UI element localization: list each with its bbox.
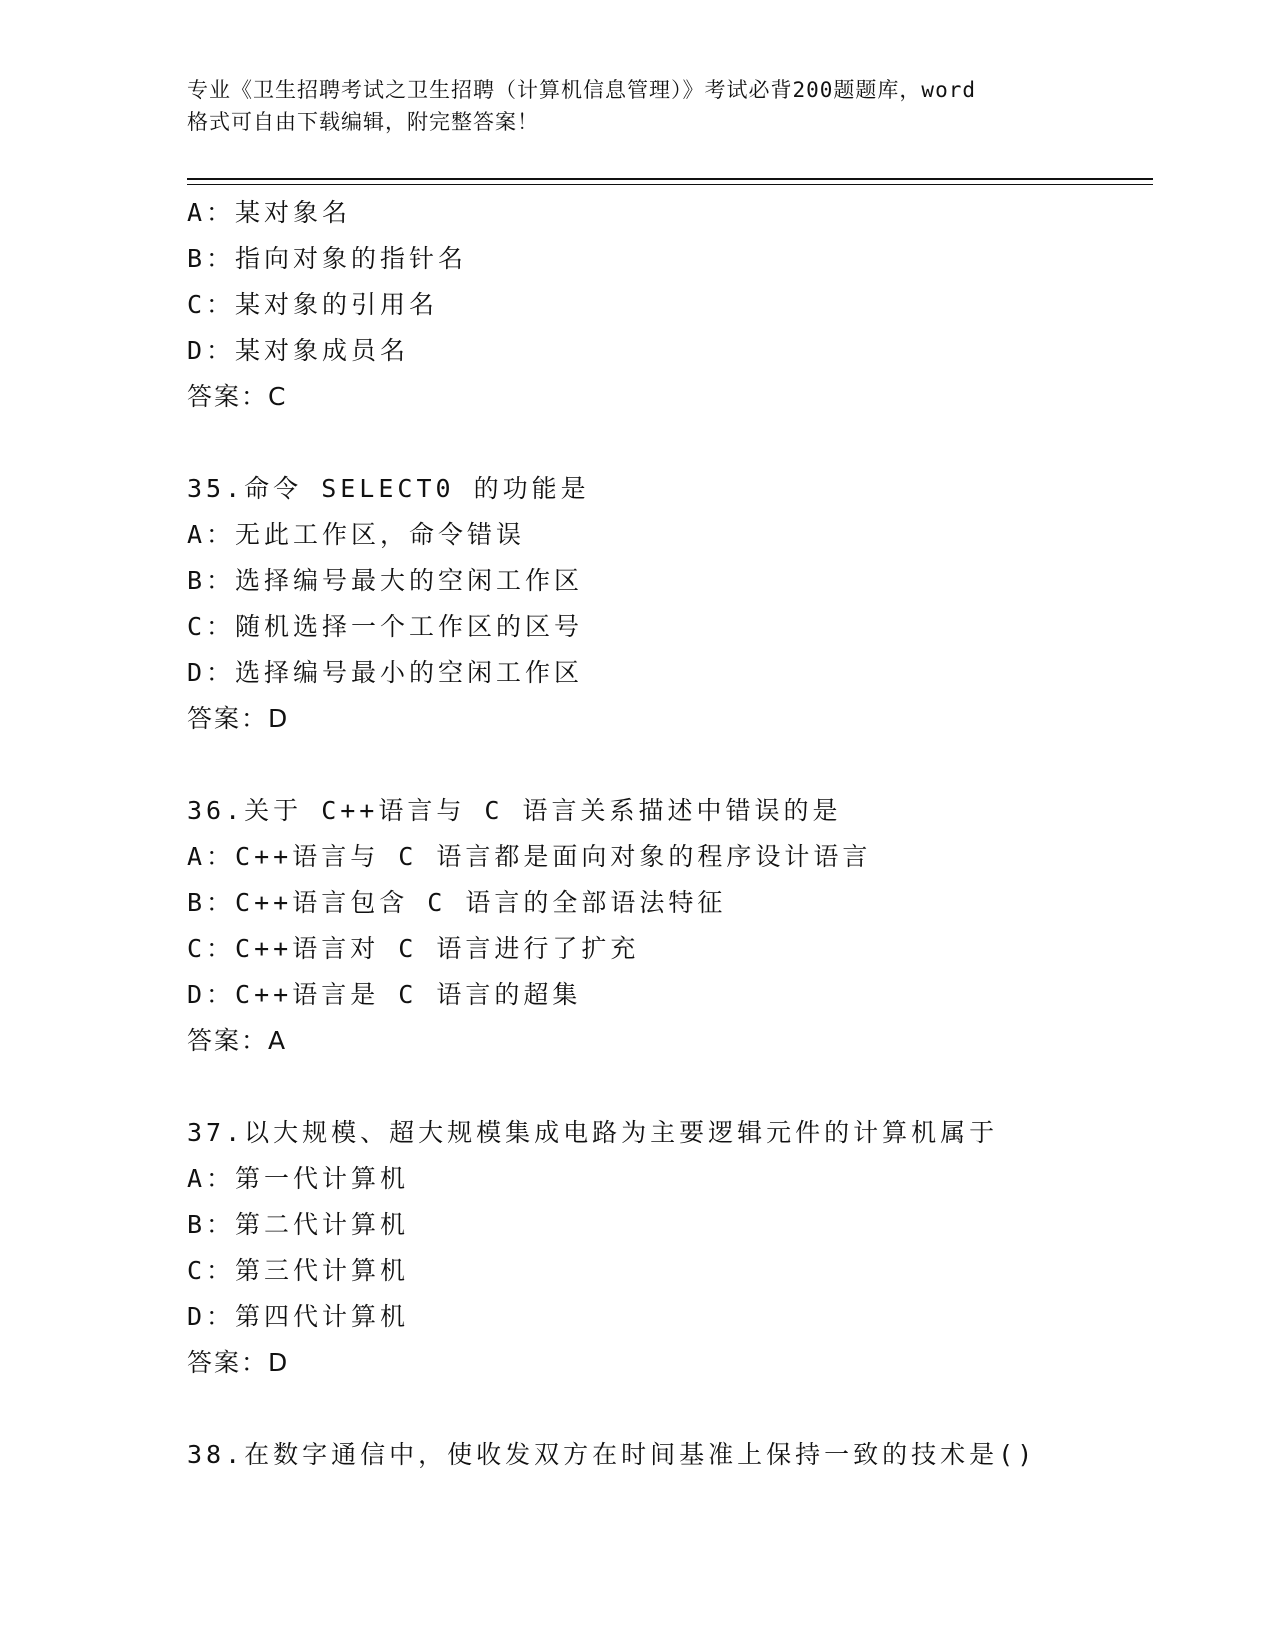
option-c: C：某对象的引用名: [187, 290, 439, 319]
answer-line: 答案：D: [187, 704, 290, 733]
spacer: [187, 420, 1147, 466]
question-block-38: [187, 1432, 1147, 1478]
question-block-35: [187, 466, 1147, 742]
question-text: 35.命令 SELECT0 的功能是: [187, 474, 590, 503]
spacer: [187, 1386, 1147, 1432]
option-b: B：选择编号最大的空闲工作区: [187, 566, 584, 595]
option-c: C：第三代计算机: [187, 1256, 410, 1285]
option-d: D：选择编号最小的空闲工作区: [187, 658, 584, 687]
answer-line: 答案：A: [187, 1026, 288, 1055]
option-c: C：随机选择一个工作区的区号: [187, 612, 584, 641]
header-line-1: 专业《卫生招聘考试之卫生招聘（计算机信息管理）》考试必背200题题库，word: [187, 78, 976, 102]
spacer: [187, 1064, 1147, 1110]
option-b: B：第二代计算机: [187, 1210, 410, 1239]
question-block-34: [187, 190, 1147, 420]
option-b: B：指向对象的指针名: [187, 244, 468, 273]
answer-line: 答案：C: [187, 382, 288, 411]
option-a: A：某对象名: [187, 198, 352, 227]
header-divider-thin: [187, 184, 1153, 185]
question-block-36: [187, 788, 1147, 1064]
header-line-2: 格式可自由下载编辑，附完整答案！: [187, 110, 539, 134]
spacer: [187, 742, 1147, 788]
question-text: 38.在数字通信中，使收发双方在时间基准上保持一致的技术是(): [187, 1440, 1037, 1469]
option-b: B：C++语言包含 C 语言的全部语法特征: [187, 888, 727, 917]
option-a: A：无此工作区，命令错误: [187, 520, 526, 549]
option-c: C：C++语言对 C 语言进行了扩充: [187, 934, 640, 963]
answer-line: 答案：D: [187, 1348, 290, 1377]
header-divider-thick: [187, 178, 1153, 180]
option-d: D：C++语言是 C 语言的超集: [187, 980, 582, 1009]
option-d: D：第四代计算机: [187, 1302, 410, 1331]
option-a: A：C++语言与 C 语言都是面向对象的程序设计语言: [187, 842, 872, 871]
question-block-37: [187, 1110, 1147, 1386]
document-header: [187, 74, 1087, 138]
option-a: A：第一代计算机: [187, 1164, 410, 1193]
option-d: D：某对象成员名: [187, 336, 410, 365]
question-text: 36.关于 C++语言与 C 语言关系描述中错误的是: [187, 796, 842, 825]
question-text: 37.以大规模、超大规模集成电路为主要逻辑元件的计算机属于: [187, 1118, 999, 1147]
question-list: [187, 190, 1147, 1478]
